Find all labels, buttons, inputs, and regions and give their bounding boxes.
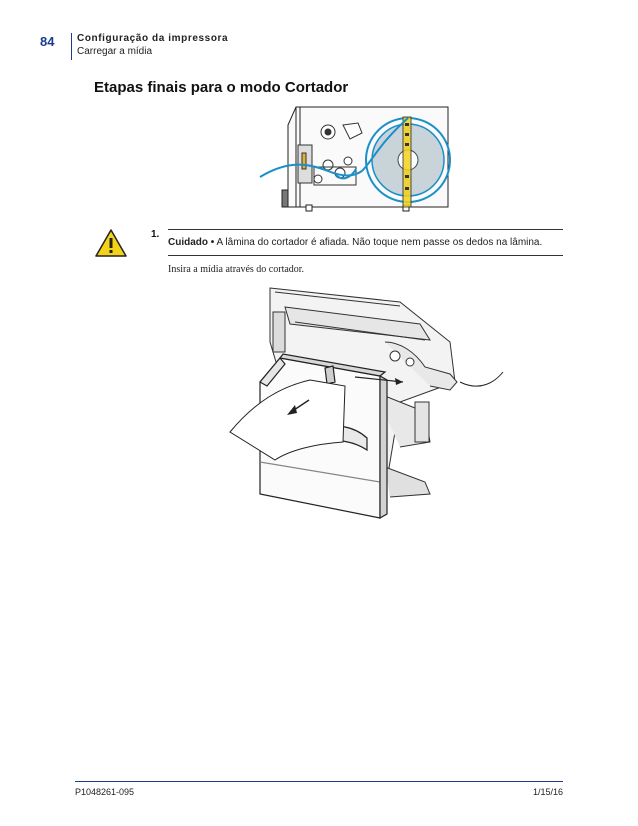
footer-doc-number: P1048261-095 <box>75 787 135 797</box>
warning-triangle-icon <box>95 229 127 257</box>
caution-text: A lâmina do cortador é afiada. Não toque nem passe os dedos na lâmina. <box>214 237 543 248</box>
footer-divider <box>75 781 563 782</box>
step-instruction: Insira a mídia através do cortador. <box>168 264 305 275</box>
caution-note <box>168 237 542 248</box>
page-number: 84 <box>40 34 55 49</box>
header-chapter: Configuração da impressora <box>77 33 229 44</box>
caution-bottom-rule <box>168 255 563 256</box>
cutter-media-insertion-illustration <box>225 282 515 520</box>
caution-top-rule <box>168 229 563 230</box>
section-title: Etapas finais para o modo Cortador <box>94 79 349 96</box>
step-number: 1. <box>151 229 160 240</box>
printer-media-path-diagram <box>258 105 508 217</box>
header-divider <box>71 33 72 60</box>
caution-label: Cuidado • <box>168 237 215 248</box>
header-section: Carregar a mídia <box>77 46 153 57</box>
footer-date: 1/15/16 <box>532 787 563 797</box>
